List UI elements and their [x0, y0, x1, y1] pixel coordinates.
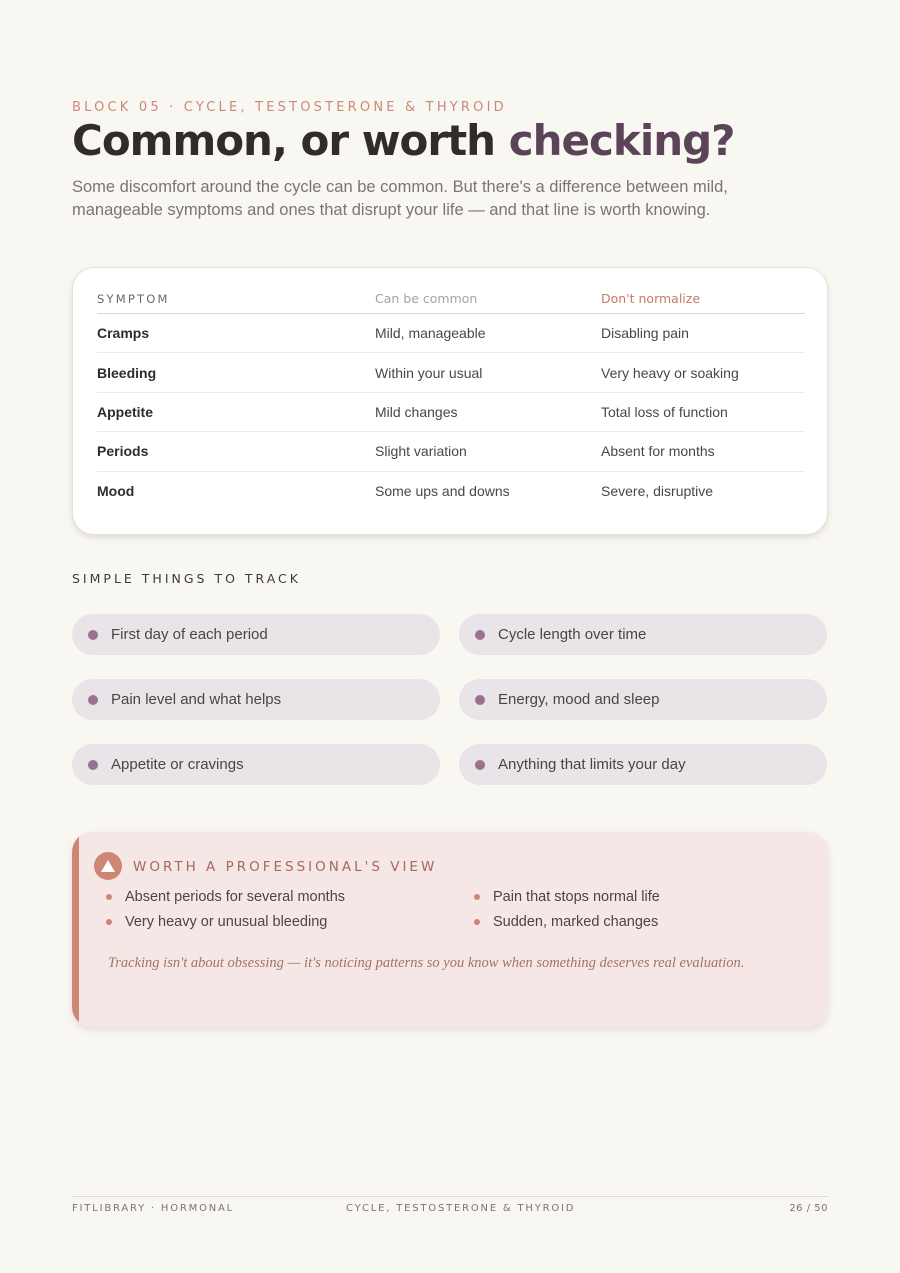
callout-bullet-text: Very heavy or unusual bleeding — [125, 914, 328, 930]
bullet-dot-icon — [88, 630, 98, 640]
symptom-name: Cramps — [97, 325, 150, 342]
common-cell: Mild, manageable — [375, 325, 486, 342]
footer-section: CYCLE, TESTOSTERONE & THYROID — [346, 1203, 576, 1214]
tracking-section-title: SIMPLE THINGS TO TRACK — [72, 571, 301, 586]
tracking-item-label: Energy, mood and sleep — [498, 691, 660, 708]
common-cell: Mild changes — [375, 403, 458, 420]
tracking-pill — [459, 614, 827, 655]
callout-bullet — [474, 889, 660, 905]
bullet-dot-icon — [88, 760, 98, 770]
tracking-item-label: Appetite or cravings — [111, 756, 244, 773]
table-row — [97, 432, 805, 471]
dont-normalize-cell: Absent for months — [601, 443, 715, 460]
dont-normalize-cell: Severe, disruptive — [601, 483, 714, 500]
tracking-item-label: Cycle length over time — [498, 626, 647, 643]
table-row — [97, 472, 805, 511]
title-accent: checking? — [508, 116, 735, 165]
tracking-pill — [459, 679, 827, 720]
block-eyebrow: BLOCK 05 · CYCLE, TESTOSTERONE & THYROID — [72, 100, 507, 115]
tracking-pill — [72, 614, 440, 655]
page-number: 26 / 50 — [789, 1203, 828, 1214]
bullet-dot-icon — [475, 630, 485, 640]
callout-note: Tracking isn't about obsessing — it's noticing patterns so you know when something deserves real evaluation. — [108, 955, 745, 971]
dont-normalize-cell: Disabling pain — [601, 325, 689, 342]
symptom-name: Mood — [97, 483, 135, 500]
tracking-item-label: First day of each period — [111, 626, 268, 643]
callout-title: WORTH A PROFESSIONAL'S VIEW — [133, 859, 438, 875]
bullet-dot-icon — [475, 760, 485, 770]
symptom-table-card — [72, 267, 828, 535]
symptom-name: Bleeding — [97, 364, 157, 381]
dont-normalize-cell: Total loss of function — [601, 403, 728, 420]
symptom-name: Periods — [97, 443, 149, 460]
intro-paragraph: Some discomfort around the cycle can be common. But there's a difference between mild, manageable symptoms and ones that disrupt your life — and that line is worth knowing. — [72, 178, 728, 219]
header-symptom: SYMPTOM — [97, 291, 170, 306]
tracking-pill — [459, 744, 827, 785]
bullet-dot-icon — [106, 919, 112, 925]
bullet-dot-icon — [106, 894, 112, 900]
page-title — [72, 116, 735, 165]
page — [72, 0, 828, 1273]
warning-triangle-icon — [94, 852, 122, 880]
callout-bullet-text: Absent periods for several months — [125, 889, 346, 905]
tracking-pill — [72, 744, 440, 785]
callout-bullet — [106, 889, 345, 905]
table-row — [97, 353, 805, 392]
callout-accent-bar — [72, 832, 79, 1027]
bullet-dot-icon — [88, 695, 98, 705]
callout-bullet — [474, 914, 658, 930]
callout-bullet — [106, 914, 327, 930]
bullet-dot-icon — [474, 919, 480, 925]
common-cell: Within your usual — [375, 364, 483, 381]
table-row — [97, 314, 805, 353]
header-can-be-common: Can be common — [375, 291, 478, 306]
callout-bullet-text: Pain that stops normal life — [493, 889, 660, 905]
dont-normalize-cell: Very heavy or soaking — [601, 364, 739, 381]
header-dont-normalize: Don't normalize — [601, 291, 701, 306]
professional-view-callout — [72, 832, 828, 1027]
symptom-table — [97, 284, 805, 511]
tracking-item-label: Pain level and what helps — [111, 691, 282, 708]
bullet-dot-icon — [475, 695, 485, 705]
common-cell: Slight variation — [375, 443, 467, 460]
tracking-pill — [72, 679, 440, 720]
symptom-name: Appetite — [97, 403, 153, 420]
bullet-dot-icon — [474, 894, 480, 900]
table-header-row — [97, 284, 805, 314]
footer-divider — [72, 1196, 828, 1197]
title-main: Common, or worth — [72, 116, 509, 165]
table-row — [97, 393, 805, 432]
footer-brand: FITLIBRARY · HORMONAL — [72, 1203, 235, 1214]
common-cell: Some ups and downs — [375, 483, 510, 500]
tracking-item-label: Anything that limits your day — [498, 756, 686, 773]
callout-bullet-text: Sudden, marked changes — [493, 914, 659, 930]
